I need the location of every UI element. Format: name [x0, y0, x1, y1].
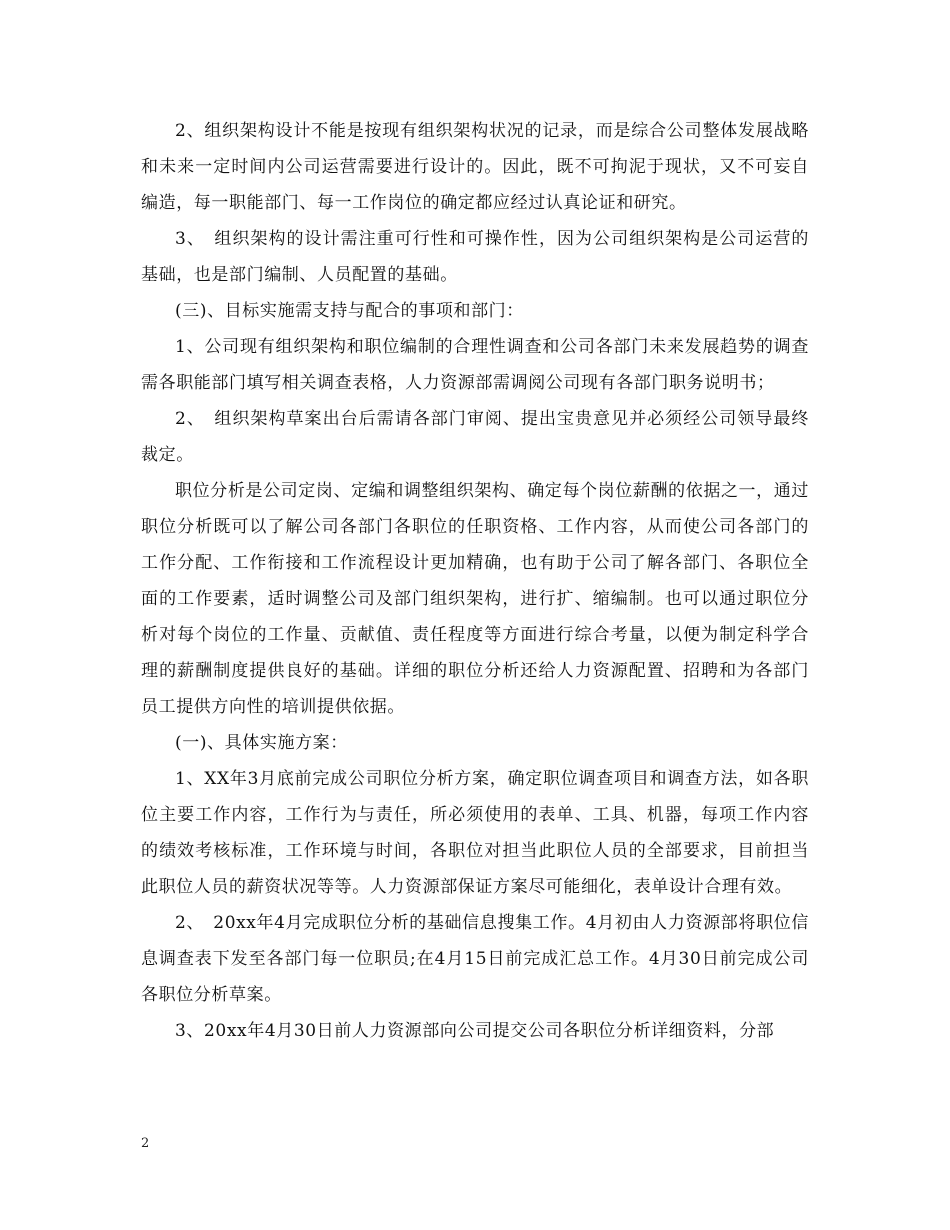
paragraph-job-analysis-intro: 职位分析是公司定岗、定编和调整组织架构、确定每个岗位薪酬的依据之一，通过职位分析既可以了解公司各部门各职位的任职资格、工作内容，从而使公司各部门的工作分配、工作衔接和工作流程设计更加精确，也有助于公司了解各部门、各职位全面的工作要素，适时调整公司及部门组织架构，进行扩、缩编制。也可以通过职位分析对每个岗位的工作量、贡献值、责任程度等方面进行综合考量，以便为制定科学合理的薪酬制度提供良好的基础。详细的职位分析还给人力资源配置、招聘和为各部门员工提供方向性的培训提供依据。 — [141, 481, 809, 717]
paragraph-support-item-2: 2、 组织架构草案出台后需请各部门审阅、提出宝贵意见并必须经公司领导最终裁定。 — [141, 409, 809, 465]
page-number: 2 — [141, 1136, 150, 1151]
paragraph-support-item-1: 1、公司现有组织架构和职位编制的合理性调查和公司各部门未来发展趋势的调查需各职能部门填写相关调查表格，人力资源部需调阅公司现有各部门职务说明书； — [141, 337, 809, 393]
paragraph-org-design-principle-2: 2、组织架构设计不能是按现有组织架构状况的记录，而是综合公司整体发展战略和未来一定时间内公司运营需要进行设计的。因此，既不可拘泥于现状，又不可妄自编造，每一职能部门、每一工作岗位的确定都应经过认真论证和研究。 — [141, 121, 809, 213]
section-heading-support-items: (三)、目标实施需支持与配合的事项和部门： — [175, 301, 524, 321]
paragraph-org-design-principle-3: 3、 组织架构的设计需注重可行性和可操作性，因为公司组织架构是公司运营的基础，也是部门编制、人员配置的基础。 — [141, 229, 809, 285]
paragraph-plan-step-3: 3、20xx年4月30日前人力资源部向公司提交公司各职位分析详细资料，分部 — [175, 1021, 775, 1041]
paragraph-plan-step-2: 2、 20xx年4月完成职位分析的基础信息搜集工作。4月初由人力资源部将职位信息调查表下发至各部门每一位职员;在4月15日前完成汇总工作。4月30日前完成公司各职位分析草案。 — [141, 913, 809, 1005]
section-heading-implementation-plan: (一)、具体实施方案： — [175, 733, 348, 753]
paragraph-plan-step-1: 1、XX年3月底前完成公司职位分析方案，确定职位调查项目和调查方法，如各职位主要工作内容，工作行为与责任，所必须使用的表单、工具、机器，每项工作内容的绩效考核标准，工作环境与时间，各职位对担当此职位人员的全部要求，目前担当此职位人员的薪资状况等等。人力资源部保证方案尽可能细化，表单设计合理有效。 — [141, 769, 809, 897]
document-body — [141, 113, 809, 1049]
